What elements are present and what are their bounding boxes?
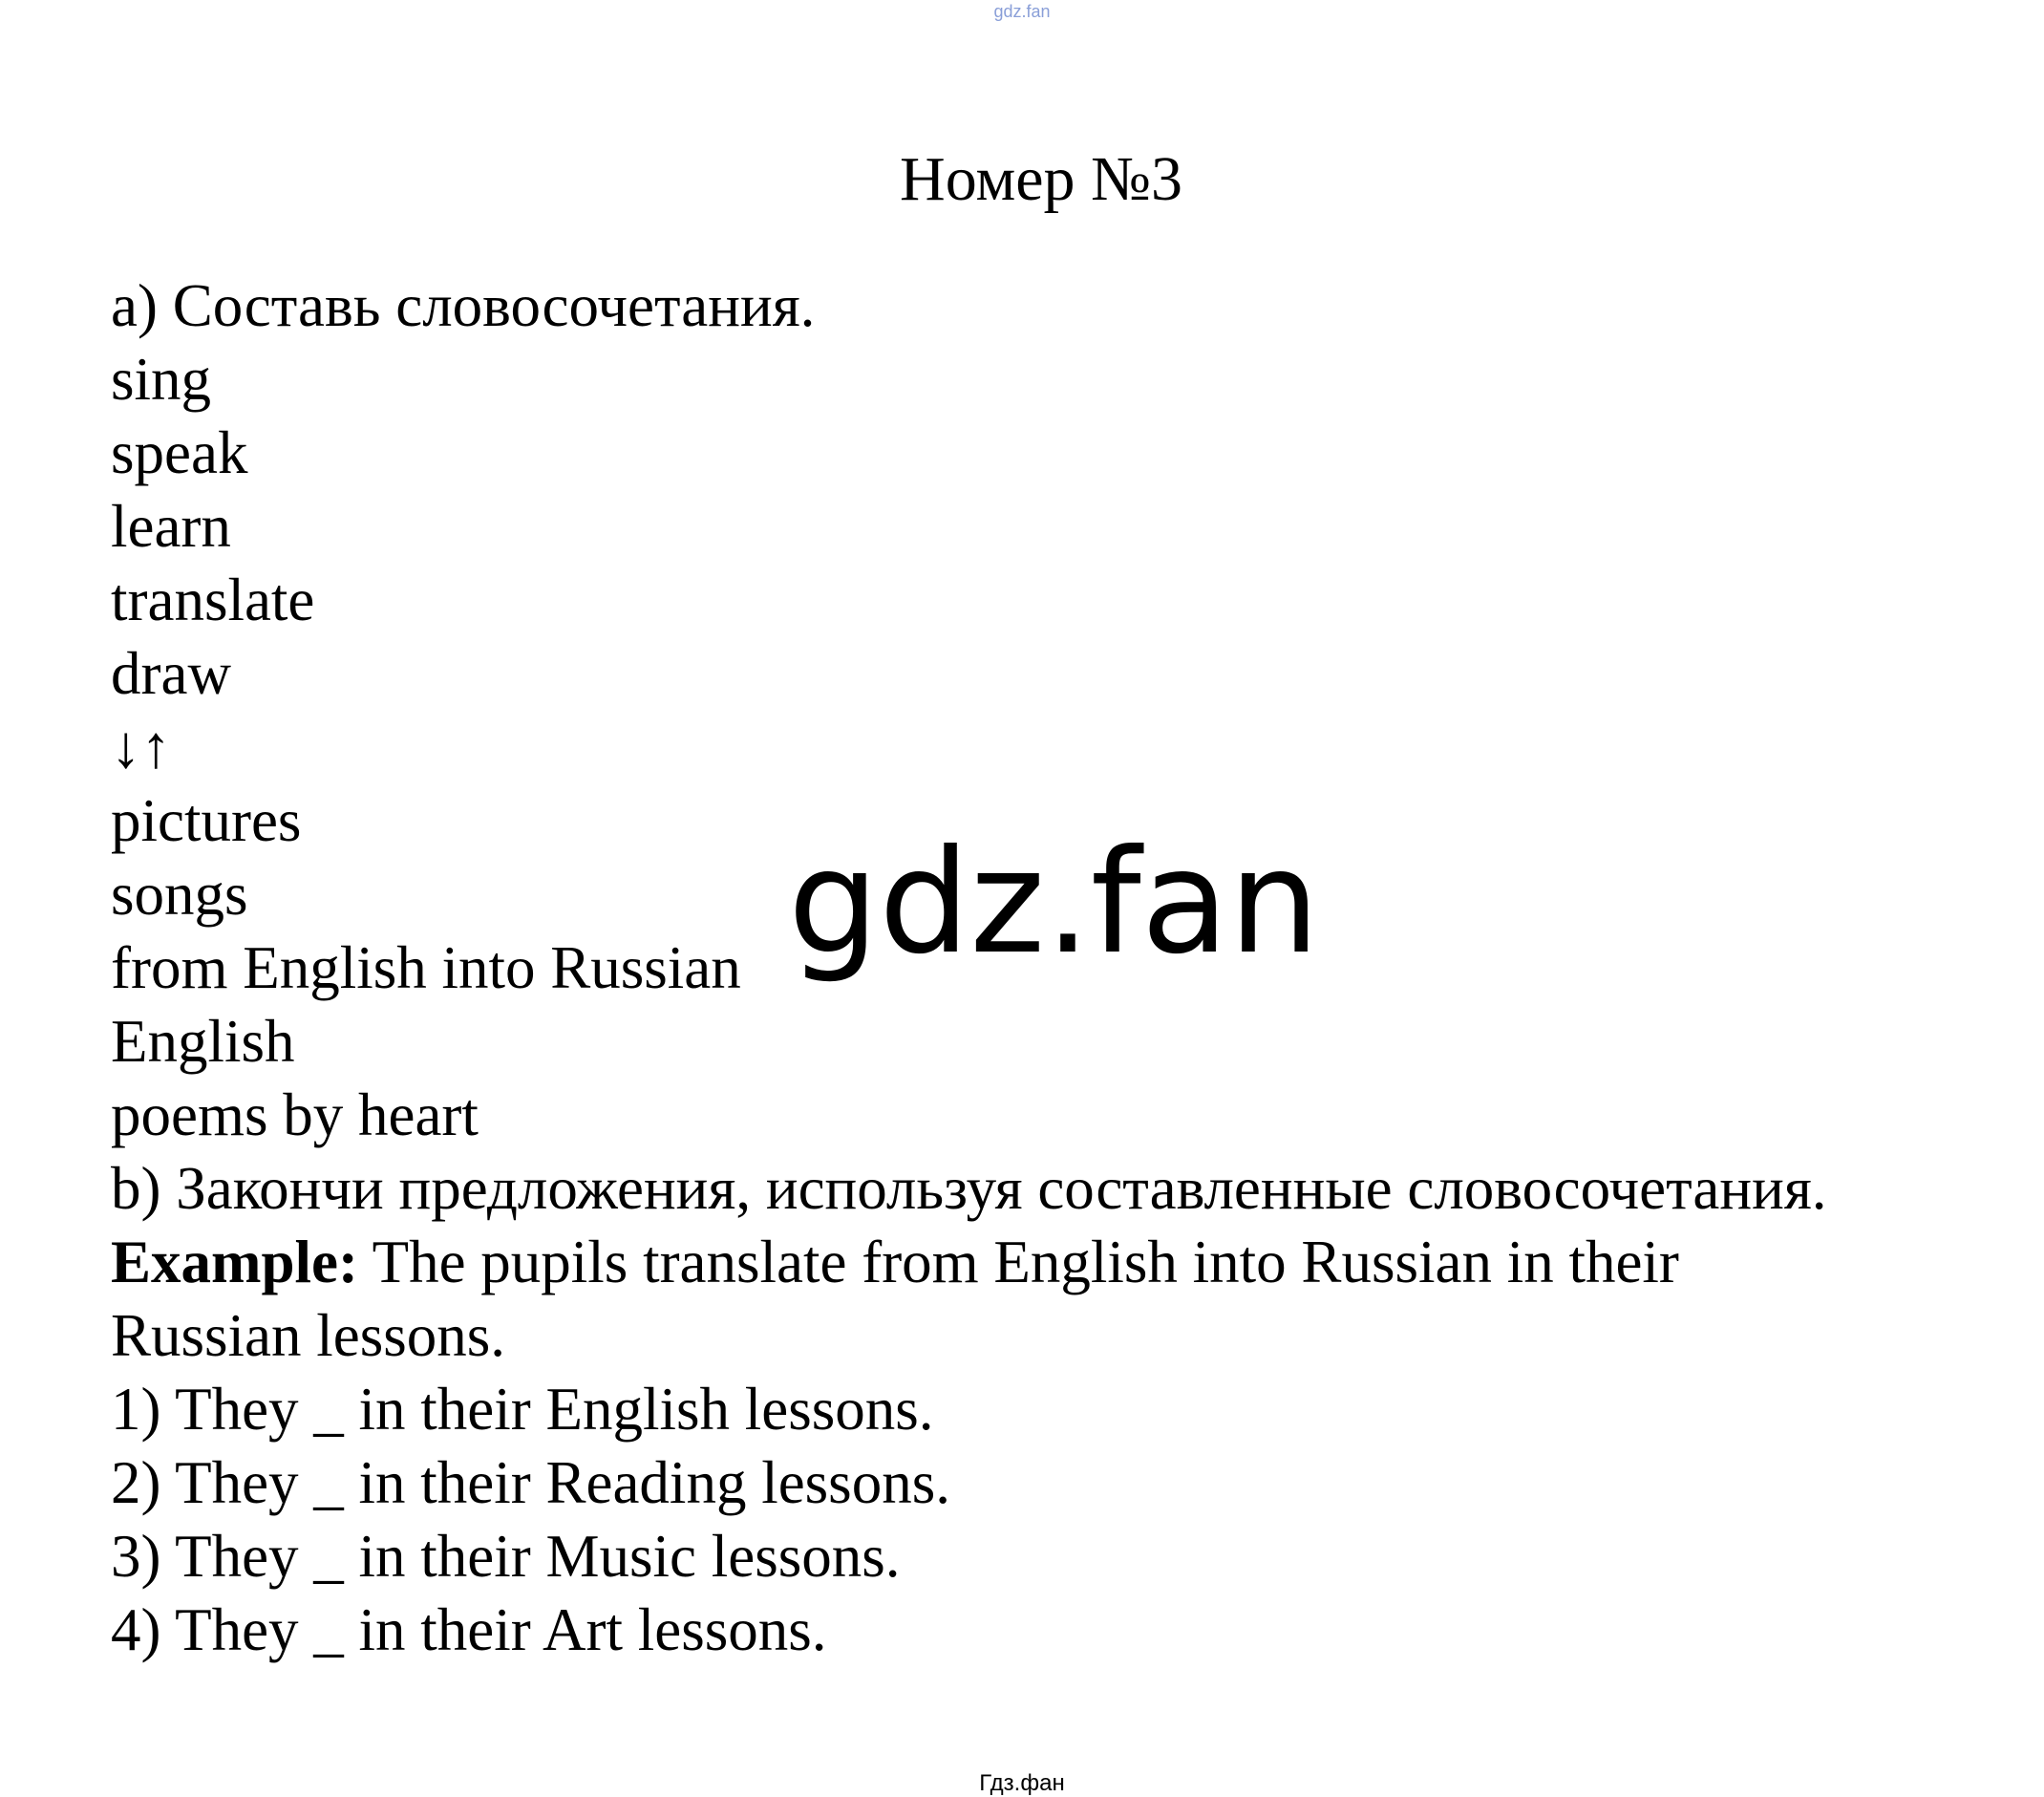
match-arrows: ↓↑ [111, 714, 171, 781]
sentence-item: 1) They _ in their English lessons. [111, 1376, 934, 1443]
example-line [111, 1226, 2021, 1299]
verb-item: speak [111, 419, 248, 486]
verb-item: sing [111, 346, 212, 413]
top-watermark: gdz.fan [993, 2, 1051, 21]
example-label: Example: [111, 1229, 358, 1295]
sentence-item: 4) They _ in their Art lessons. [111, 1596, 827, 1663]
verb-item: draw [111, 640, 231, 707]
verb-item: learn [111, 493, 231, 560]
phrase-item: poems by heart [111, 1081, 479, 1148]
sentence-item: 2) They _ in their Reading lessons. [111, 1449, 950, 1516]
phrase-item: songs [111, 861, 248, 928]
phrase-item: pictures [111, 787, 302, 854]
sentence-item: 3) They _ in their Music lessons. [111, 1523, 901, 1590]
page-title: Номер №3 [900, 144, 1182, 214]
verb-item: translate [111, 567, 315, 633]
task-a-heading: a) Составь словосочетания. [111, 272, 816, 339]
footer-watermark: Гдз.фан [979, 1770, 1065, 1796]
center-watermark: gdz.fan [788, 820, 1320, 986]
phrase-item: English [111, 1008, 295, 1075]
example-line-continued: Russian lessons. [111, 1302, 506, 1369]
task-b-heading: b) Закончи предложения, используя составленные словосочетания. [111, 1155, 1827, 1222]
phrase-item: from English into Russian [111, 934, 741, 1001]
example-text: The pupils translate from English into Russian in their [357, 1229, 1679, 1295]
